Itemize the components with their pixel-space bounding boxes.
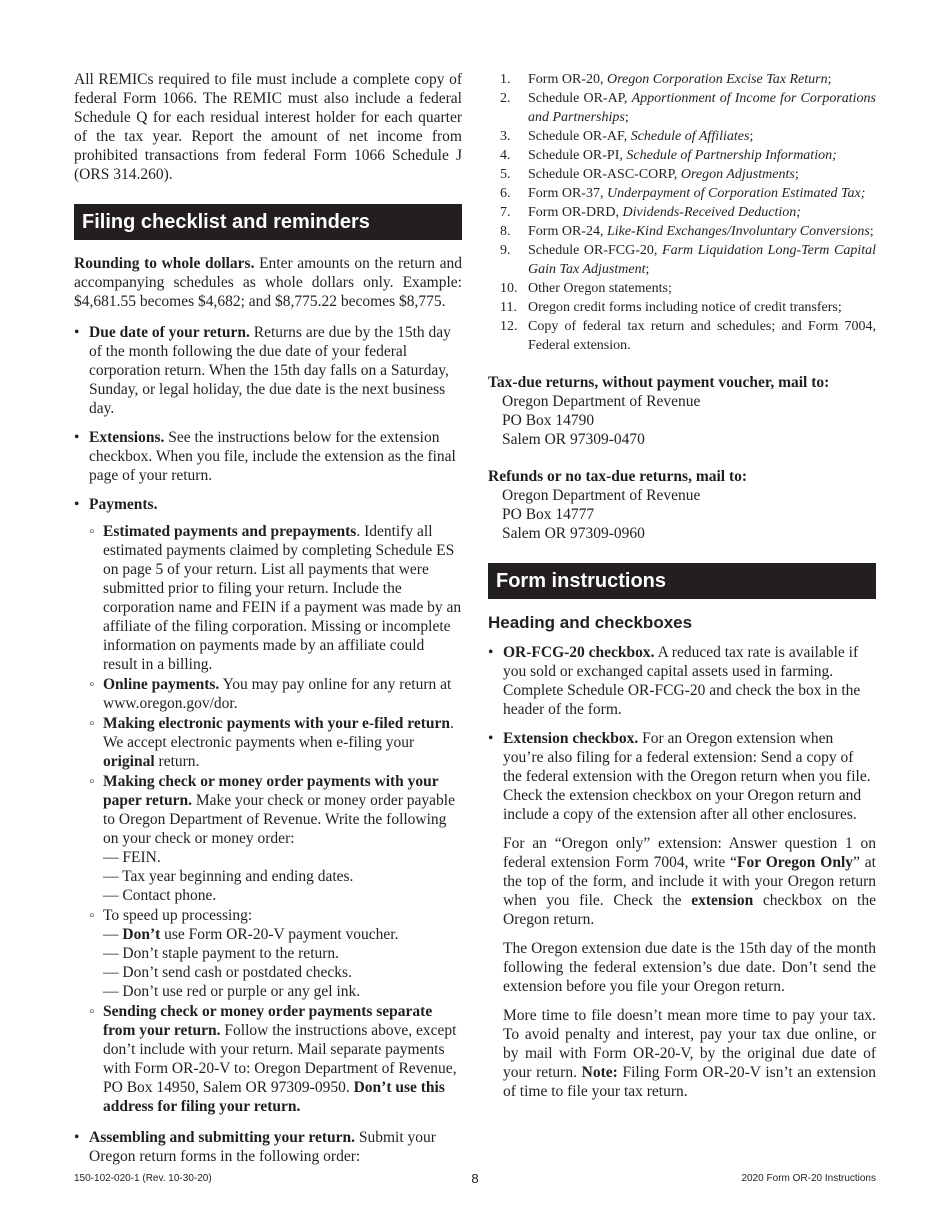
list-number: 9. bbox=[500, 243, 511, 258]
online-label: Online payments. bbox=[103, 676, 220, 693]
oregon-only-emphasis: For Oregon Only bbox=[737, 854, 854, 871]
form-title: Underpayment of Corporation Estimated Tax; bbox=[606, 186, 866, 201]
check-payments-item bbox=[74, 772, 462, 848]
list-punctuation: ; bbox=[645, 262, 650, 277]
due-date-paragraph: The Oregon extension due date is the 15th day of the month following the federal extension’s due date. Don’t send the extension before you file your Oregon return. bbox=[503, 940, 876, 995]
speed-subitem: — Don’t send cash or postdated checks. bbox=[103, 964, 352, 981]
assembling-text: Submit your Oregon return forms in the following order: bbox=[89, 1129, 436, 1165]
order-list-item bbox=[488, 70, 876, 89]
order-list-item bbox=[488, 317, 876, 355]
separate-label: Sending check or money order payments separate from your return. bbox=[103, 1003, 433, 1039]
order-list-item bbox=[488, 279, 876, 298]
form-name: Oregon credit forms including notice of credit transfers; bbox=[528, 300, 842, 315]
list-number: 8. bbox=[500, 224, 511, 239]
right-column bbox=[488, 70, 876, 1101]
efile-label: Making electronic payments with your e-filed return bbox=[103, 715, 450, 732]
refund-heading: Refunds or no tax-due returns, mail to: bbox=[488, 468, 748, 485]
due-date-bullet bbox=[74, 323, 462, 418]
check-subitem: — FEIN. bbox=[103, 849, 161, 866]
dash-mark: — bbox=[103, 926, 123, 943]
form-title: Schedule of Partnership Information; bbox=[626, 148, 837, 163]
list-number: 12. bbox=[500, 319, 518, 334]
address-line: Oregon Department of Revenue bbox=[502, 393, 701, 410]
separate-payments-item bbox=[74, 1002, 462, 1116]
rounding-label: Rounding to whole dollars. bbox=[74, 255, 255, 272]
speed-subitem bbox=[74, 925, 462, 944]
order-list-item bbox=[488, 165, 876, 184]
form-name: Schedule OR-ASC-CORP, bbox=[528, 167, 681, 182]
oregon-only-paragraph bbox=[488, 834, 876, 929]
fcg-checkbox-bullet bbox=[488, 643, 876, 719]
subheading-checkboxes: Heading and checkboxes bbox=[488, 613, 693, 632]
extension-label: Extension checkbox. bbox=[503, 730, 639, 747]
form-title: Farm Liquidation Long-Term Capital Gain Tax Adjustment bbox=[528, 243, 877, 277]
fcg-text: A reduced tax rate is available if you sold or exchanged capital assets used in farming. Complete Schedule OR-FCG-20 and check the box in the header of the form. bbox=[503, 644, 861, 718]
fcg-label: OR-FCG-20 checkbox. bbox=[503, 644, 655, 661]
form-title: Oregon Adjustments bbox=[680, 167, 795, 182]
note-label: Note: bbox=[581, 1064, 618, 1081]
form-name: Schedule OR-AF, bbox=[528, 129, 631, 144]
form-title: Like-Kind Exchanges/Involuntary Conversions bbox=[606, 224, 870, 239]
footer-form-number: 150-102-020-1 (Rev. 10-30-20) bbox=[74, 1173, 212, 1184]
check-label: Making check or money order payments with your paper return. bbox=[103, 773, 439, 809]
order-list-item bbox=[488, 127, 876, 146]
order-list-item bbox=[488, 203, 876, 222]
return-order-list bbox=[488, 70, 876, 355]
form-name: Schedule OR-PI, bbox=[528, 148, 627, 163]
speed-subitem: — Don’t staple payment to the return. bbox=[103, 945, 340, 962]
note-text: Filing Form OR-20-V isn’t an extension of time to file your tax return. bbox=[503, 1064, 876, 1100]
extension-text: For an Oregon extension when you’re also filing for a federal extension: Send a copy of the federal extension with the Oregon return when you file. Check the extension checkbox on your Oregon return and include a copy of the extension after all other enclosures. bbox=[503, 730, 871, 823]
efile-original: original bbox=[103, 753, 155, 770]
check-text: Make your check or money order payable to Oregon Department of Revenue. Write the following on your check or money order: bbox=[103, 792, 455, 847]
address-line: PO Box 14777 bbox=[502, 506, 595, 523]
online-text: You may pay online for any return at www.oregon.gov/dor. bbox=[103, 676, 452, 712]
efile-text-end: return. bbox=[154, 753, 200, 770]
address-line: Oregon Department of Revenue bbox=[502, 487, 701, 504]
check-subitem: — Contact phone. bbox=[103, 887, 217, 904]
footer-page-number: 8 bbox=[471, 1171, 479, 1186]
extensions-text: See the instructions below for the extension checkbox. When you file, include the extension as the final page of your return. bbox=[89, 429, 456, 484]
order-list-item bbox=[488, 184, 876, 203]
form-name: Form OR-24, bbox=[528, 224, 607, 239]
extensions-label: Extensions. bbox=[89, 429, 165, 446]
list-number: 1. bbox=[500, 72, 511, 87]
separate-warning: Don’t use this address for filing your return. bbox=[103, 1079, 445, 1115]
assembling-label: Assembling and submitting your return. bbox=[89, 1129, 355, 1146]
list-punctuation: ; bbox=[794, 167, 799, 182]
list-punctuation: ; bbox=[624, 110, 629, 125]
speed-subitem: — Don’t use red or purple or any gel ink. bbox=[103, 983, 361, 1000]
oregon-only-text: ” at the top of the form, and include it with your Oregon return when you file. Check the bbox=[503, 854, 876, 909]
form-title: Apportionment of Income for Corporations and Partnerships bbox=[528, 91, 876, 125]
estimated-text: . Identify all estimated payments claimed by completing Schedule ES on page 5 of your return. List all payments that were submitted prior to filing your return. Include the corporation name and FEIN if a payment was made by an affiliate of the filing corporation. Missing or incomplete information on payments made by an affiliate could result in a billing. bbox=[103, 523, 462, 673]
oregon-only-text: For an “Oregon only” extension: Answer question 1 on federal extension Form 7004, write “ bbox=[503, 835, 876, 871]
address-line: Salem OR 97309-0960 bbox=[502, 525, 645, 542]
left-column bbox=[74, 70, 462, 1166]
list-number: 2. bbox=[500, 91, 511, 106]
form-name: Schedule OR-FCG-20, bbox=[528, 243, 663, 258]
order-list-item bbox=[488, 298, 876, 317]
voucher-text: use Form OR-20-V payment voucher. bbox=[160, 926, 399, 943]
payments-bullet bbox=[74, 495, 462, 514]
estimated-label: Estimated payments and prepayments bbox=[103, 523, 357, 540]
check-subitem: — Tax year beginning and ending dates. bbox=[103, 868, 354, 885]
more-time-text: More time to file doesn’t mean more time to pay your tax. To avoid penalty and interest, pay your tax due online, or by mail with Form OR-20-V, by the original due date of your return. bbox=[503, 1007, 876, 1081]
section-heading-form-instructions: Form instructions bbox=[488, 563, 876, 599]
form-title: Schedule of Affiliates bbox=[630, 129, 750, 144]
payments-label: Payments. bbox=[89, 496, 158, 513]
rounding-text: Enter amounts on the return and accompanying schedules as whole dollars only. Example: $4,681.55 becomes $4,682; and $8,775.22 becomes $8,775. bbox=[74, 255, 462, 310]
tax-due-heading: Tax-due returns, without payment voucher, mail to: bbox=[488, 374, 830, 391]
form-name: Form OR-20, bbox=[528, 72, 607, 87]
address-line: Salem OR 97309-0470 bbox=[502, 431, 645, 448]
order-list-item bbox=[488, 146, 876, 165]
speed-processing-item: ◦ To speed up processing: bbox=[74, 906, 462, 925]
dont-label: Don’t bbox=[122, 926, 161, 943]
list-number: 7. bbox=[500, 205, 511, 220]
list-number: 10. bbox=[500, 281, 518, 296]
rounding-paragraph bbox=[74, 254, 462, 311]
efile-text: . We accept electronic payments when e-filing your bbox=[103, 715, 454, 751]
list-number: 11. bbox=[500, 300, 517, 315]
list-punctuation: ; bbox=[827, 72, 832, 87]
assembling-bullet bbox=[74, 1128, 462, 1166]
due-date-label: Due date of your return. bbox=[89, 324, 250, 341]
extension-emphasis: extension bbox=[691, 892, 754, 909]
list-number: 3. bbox=[500, 129, 511, 144]
form-name: Form OR-37, bbox=[528, 186, 607, 201]
footer-doc-title: 2020 Form OR-20 Instructions bbox=[741, 1173, 876, 1184]
oregon-only-text: checkbox on the Oregon return. bbox=[503, 892, 876, 928]
address-line: PO Box 14790 bbox=[502, 412, 595, 429]
estimated-payments-item bbox=[74, 522, 462, 674]
list-number: 6. bbox=[500, 186, 511, 201]
order-list-item bbox=[488, 89, 876, 127]
form-name: Copy of federal tax return and schedules; and Form 7004, Federal extension. bbox=[528, 319, 876, 353]
form-title: Oregon Corporation Excise Tax Return bbox=[606, 72, 828, 87]
list-number: 4. bbox=[500, 148, 511, 163]
form-name: Schedule OR-AP, bbox=[528, 91, 632, 106]
form-title: Dividends-Received Deduction; bbox=[622, 205, 801, 220]
section-heading-filing-checklist: Filing checklist and reminders bbox=[74, 204, 462, 240]
online-payments-item bbox=[74, 675, 462, 713]
extensions-bullet bbox=[74, 428, 462, 485]
remic-paragraph: All REMICs required to file must include a complete copy of federal Form 1066. The REMIC must also include a federal Schedule Q for each residual interest holder for each quarter of the tax year. Report the amount of net income from prohibited transactions from federal Form 1066 Schedule J (ORS 314.260). bbox=[74, 71, 462, 183]
list-punctuation: ; bbox=[749, 129, 754, 144]
list-number: 5. bbox=[500, 167, 511, 182]
order-list-item bbox=[488, 222, 876, 241]
list-punctuation: ; bbox=[869, 224, 874, 239]
efile-payments-item bbox=[74, 714, 462, 771]
extension-checkbox-bullet bbox=[488, 729, 876, 824]
form-name: Form OR-DRD, bbox=[528, 205, 623, 220]
separate-text: Follow the instructions above, except don’t include with your return. Mail separate payments with Form OR-20-V to: Oregon Department of Revenue, PO Box 14950, Salem OR 97309-0950. bbox=[103, 1022, 457, 1096]
more-time-paragraph bbox=[488, 1006, 876, 1101]
form-name: Other Oregon statements; bbox=[528, 281, 672, 296]
order-list-item bbox=[488, 241, 876, 279]
due-date-text: Returns are due by the 15th day of the month following the due date of your federal corporation return. When the 15th day falls on a Saturday, Sunday, or legal holiday, the due date is the next business day. bbox=[89, 324, 451, 417]
